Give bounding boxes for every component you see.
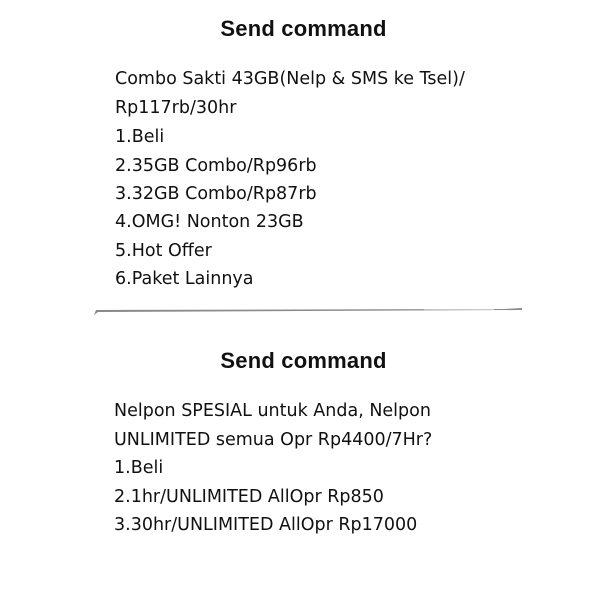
menu-option-paket-lainnya: 6.Paket Lainnya: [115, 269, 254, 289]
menu-option-beli: 1.Beli: [115, 127, 165, 147]
dialog-title: Send command: [220, 348, 387, 373]
message-line: Rp117rb/30hr: [115, 98, 237, 118]
menu-option-hot-offer: 5.Hot Offer: [115, 241, 212, 261]
menu-option-beli: 1.Beli: [114, 458, 164, 478]
menu-option-30hr-unlimited: 3.30hr/UNLIMITED AllOpr Rp17000: [114, 515, 418, 535]
ussd-dialog-2: [0, 330, 607, 607]
dialog-title: Send command: [220, 16, 387, 41]
menu-option-32gb-combo: 3.32GB Combo/Rp87rb: [115, 184, 317, 204]
message-line: Nelpon SPESIAL untuk Anda, Nelpon: [114, 401, 431, 421]
message-line: UNLIMITED semua Opr Rp4400/7Hr?: [114, 430, 433, 450]
dialog-divider: [94, 306, 522, 316]
menu-option-omg-nonton: 4.OMG! Nonton 23GB: [115, 212, 304, 232]
message-line: Combo Sakti 43GB(Nelp & SMS ke Tsel)/: [115, 69, 465, 89]
menu-option-35gb-combo: 2.35GB Combo/Rp96rb: [115, 156, 317, 176]
menu-option-1hr-unlimited: 2.1hr/UNLIMITED AllOpr Rp850: [114, 487, 384, 507]
